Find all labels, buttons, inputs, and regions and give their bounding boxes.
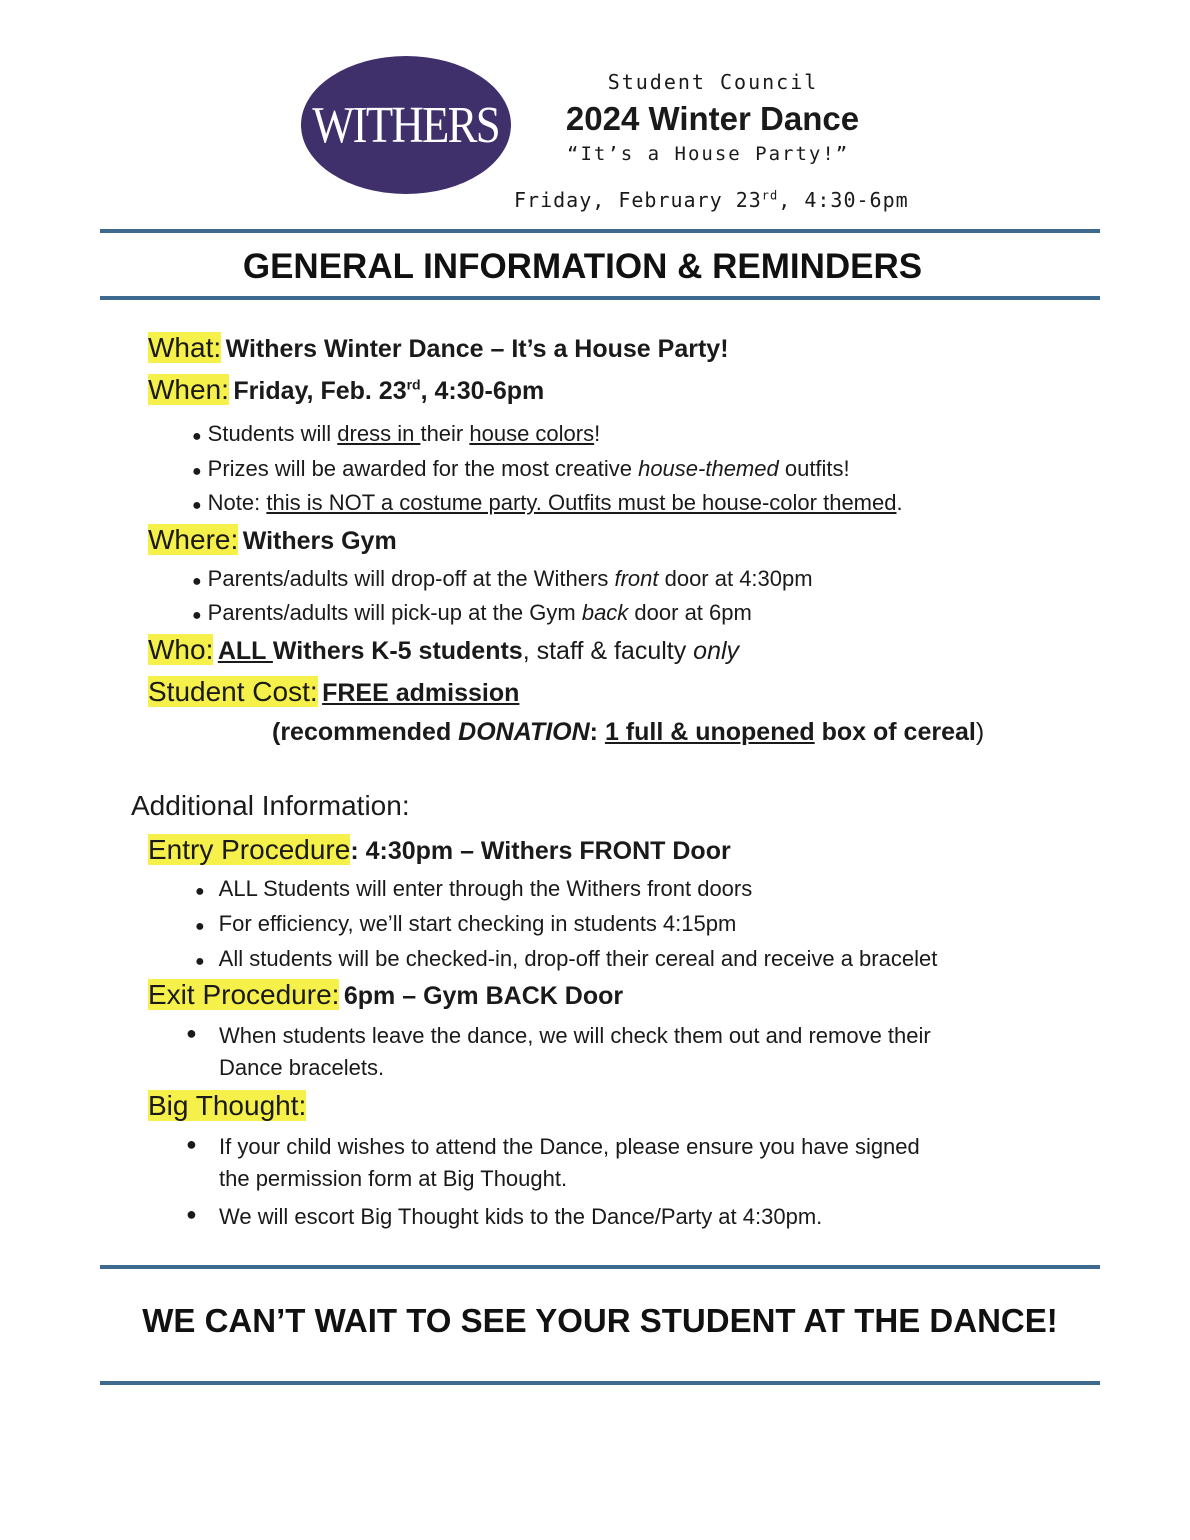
- where-row: [148, 524, 397, 556]
- who-row: [148, 634, 739, 666]
- divider-under-title: [100, 296, 1100, 300]
- big-thought-bullet-2: ● We will escort Big Thought kids to the Dance/Party at 4:30pm.: [186, 1204, 823, 1229]
- big-thought-bullet-1: ● If your child wishes to attend the Dance, please ensure you have signed the permission form at Big Thought.: [186, 1134, 920, 1191]
- when-bullet-3: ● Note: this is NOT a costume party. Outfits must be house-color themed.: [192, 490, 903, 515]
- entry-label: Entry Procedure: [148, 834, 351, 865]
- student-council-label: Student Council: [607, 70, 819, 94]
- closing-message: WE CAN’T WAIT TO SEE YOUR STUDENT AT THE DANCE!: [142, 1302, 1058, 1339]
- entry-bullet-3: ● All students will be checked-in, drop-off their cereal and receive a bracelet: [195, 946, 938, 971]
- event-theme: “It’s a House Party!”: [567, 143, 850, 165]
- exit-bullet-1: ● When students leave the dance, we will check them out and remove their Dance bracelets.: [186, 1023, 931, 1080]
- divider-top: [100, 229, 1100, 233]
- donation-note: (recommended DONATION: 1 full & unopened box of cereal): [272, 718, 985, 746]
- logo-text: WITHERS: [312, 96, 500, 154]
- where-bullet-2: ● Parents/adults will pick-up at the Gym back door at 6pm: [192, 600, 752, 625]
- exit-row: [148, 979, 623, 1011]
- who-label: Who:: [148, 634, 214, 665]
- when-row: [148, 374, 544, 406]
- when-label: When:: [148, 374, 229, 405]
- divider-bottom-2: [100, 1381, 1100, 1385]
- entry-row: [148, 834, 731, 866]
- where-label: Where:: [148, 524, 239, 555]
- big-thought-label: Big Thought:: [148, 1090, 307, 1121]
- cost-row: [148, 676, 519, 708]
- entry-bullet-2: ● For efficiency, we’ll start checking in students 4:15pm: [195, 911, 737, 936]
- when-value: Friday, Feb. 23rd, 4:30-6pm: [233, 376, 545, 405]
- what-label: What:: [148, 332, 222, 363]
- where-bullet-1: ● Parents/adults will drop-off at the Withers front door at 4:30pm: [192, 566, 813, 591]
- divider-bottom-1: [100, 1265, 1100, 1269]
- page-title: GENERAL INFORMATION & REMINDERS: [242, 247, 923, 286]
- when-bullet-2: ● Prizes will be awarded for the most creative house-themed outfits!: [192, 456, 850, 481]
- what-row: [148, 332, 729, 364]
- cost-value: FREE admission: [322, 679, 520, 707]
- cost-label: Student Cost:: [148, 676, 318, 707]
- when-bullet-1: ● Students will dress in their house colors!: [192, 421, 601, 446]
- additional-heading: Additional Information:: [131, 790, 410, 821]
- what-value: Withers Winter Dance – It’s a House Party!: [225, 335, 729, 363]
- big-thought-row: [148, 1090, 306, 1122]
- entry-value: : 4:30pm – Withers FRONT Door: [350, 837, 731, 865]
- exit-value: 6pm – Gym BACK Door: [343, 982, 624, 1010]
- who-value: ALL Withers K-5 students, staff & faculty only: [217, 637, 740, 665]
- entry-bullet-1: ● ALL Students will enter through the Withers front doors: [195, 876, 753, 901]
- event-title: 2024 Winter Dance: [565, 100, 860, 137]
- where-value: Withers Gym: [242, 527, 397, 555]
- exit-label: Exit Procedure:: [148, 979, 340, 1010]
- event-date: Friday, February 23rd, 4:30-6pm: [514, 188, 909, 212]
- withers-logo: [301, 56, 511, 194]
